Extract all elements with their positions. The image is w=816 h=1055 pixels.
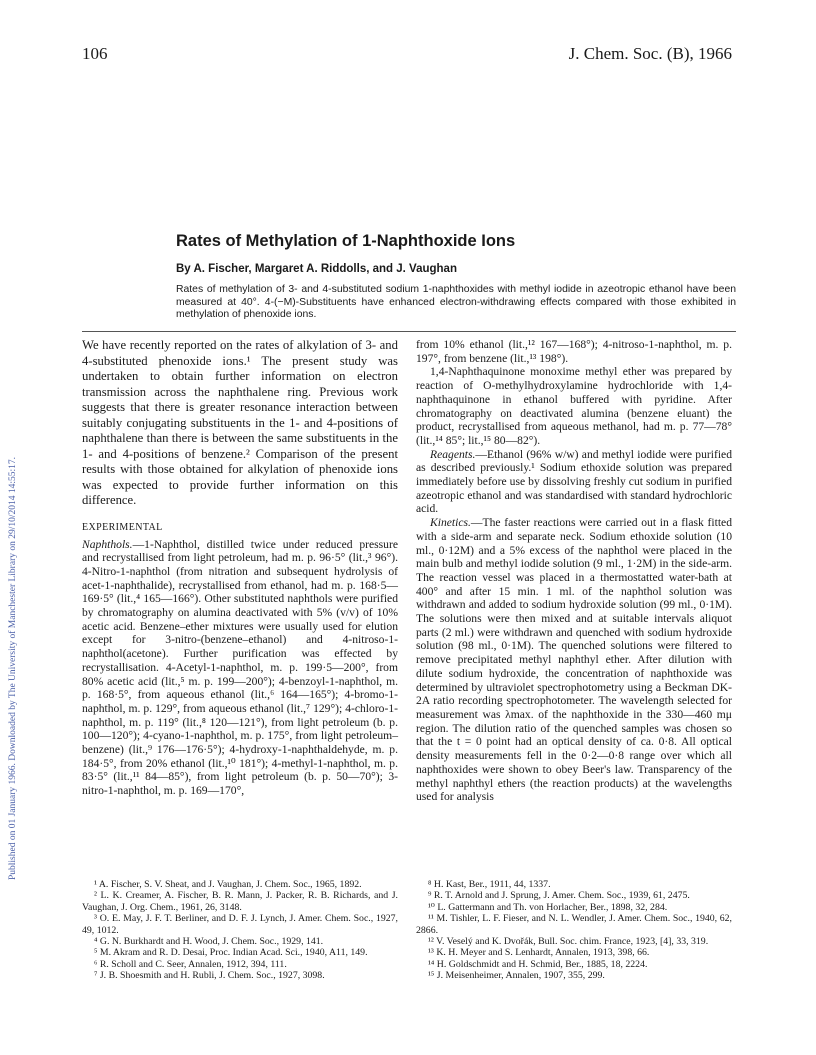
continuation-paragraph: from 10% ethanol (lit.,¹² 167—168°); 4-nitroso-1-naphthol, m. p. 197°, from benzene (lit.,¹³ 198°). xyxy=(416,338,732,365)
footnote: ⁷ J. B. Shoesmith and H. Rubli, J. Chem. Soc., 1927, 3098. xyxy=(94,970,325,982)
reagents-run-head: Reagents. xyxy=(430,447,476,461)
footnote: ¹ A. Fischer, S. V. Sheat, and J. Vaughan, J. Chem. Soc., 1965, 1892. xyxy=(94,879,362,890)
footnote: ¹⁰ L. Gattermann and Th. von Horlacher, Ber., 1898, 32, 284. xyxy=(428,901,668,913)
kinetics-text: —The faster reactions were carried out in a flask fitted with a side-arm and separate neck. Sodium ethoxide solution (10 ml., 0·12M) and a 5% excess of the naphthol were placed in the main bulb and methyl iodide solution (9 ml., 1·2M) in the side-arm. The reaction vessel was placed in a thermostatted water-bath at 400° and after 15 min. 1 ml. of the naphthol solution was withdrawn and added to sodium hydroxide solution (99 ml., 0·1M). The solutions were then mixed and at suitable intervals aliquot parts (2 ml.) were withdrawn and quenched with sodium hydroxide solution (98 ml., 0·1M). The quenched solutions were filtered to remove precipitated methyl naphthyl ether. After dilution with dilute sodium hydroxide, the concentration of naphthoxide was determined by ultraviolet spectrophotometry using a Beckman DK-2A ratio recording spectrophotometer. The wavelength selected for measurement was λmax. of the naphthoxide in the 330—460 mμ region. The dilution ratio of the quenched samples was chosen so that the t = 0 point had an optical density of ca. 0·8. All optical density measurements fell in the 0·2—0·8 range over which all naphthoxides were shown to obey Beer's law. Transparency of the methyl naphthyl ethers (the reaction products) at the wavelengths used for analysis xyxy=(416,516,732,804)
download-watermark xyxy=(0,60,18,920)
footnote: ¹² V. Veselý and K. Dvořák, Bull. Soc. chim. France, 1923, [4], 33, 319. xyxy=(428,936,709,948)
kinetics-paragraph xyxy=(416,516,732,804)
article-authors: By A. Fischer, Margaret A. Riddolls, and J. Vaughan xyxy=(176,263,457,275)
article-title: Rates of Methylation of 1-Naphthoxide Ions xyxy=(176,232,516,250)
footnote: ² L. K. Creamer, A. Fischer, B. R. Mann, J. Packer, R. B. Richards, and J. Vaughan, J. Org. Chem., 1961, 26, 3148. xyxy=(82,890,398,913)
download-watermark-text: Published on 01 January 1966. Downloaded by The University of Manchester Library on 29/10/2014 14:55:17. xyxy=(8,456,18,880)
footnote: ⁸ H. Kast, Ber., 1911, 44, 1337. xyxy=(428,879,551,890)
journal-citation: J. Chem. Soc. (B), 1966 xyxy=(568,44,732,63)
abstract-divider xyxy=(82,331,736,332)
intro-paragraph: We have recently reported on the rates of alkylation of 3- and 4-substituted phenoxide ions.¹ The present study was undertaken to obtain further information on electron transmission across the naphthalene ring. Previous work suggests that there is greater resonance interaction between suitably conjugating substituents in the 1- and 4-positions of naphthalene than there is between the same substituents in the 1- and 4-positions of benzene.² Comparison of the present results with those obtained for alkylation of phenoxide ions was expected to provide further information on this difference. xyxy=(82,338,398,507)
body-column-right xyxy=(416,338,732,804)
kinetics-run-head: Kinetics. xyxy=(430,516,471,530)
footnote: ¹⁵ J. Meisenheimer, Annalen, 1907, 355, 299. xyxy=(428,970,605,982)
naphthols-run-head: Naphthols. xyxy=(82,537,133,551)
footnote: ⁶ R. Scholl and C. Seer, Annalen, 1912, 394, 111. xyxy=(94,958,287,970)
footnote: ⁴ G. N. Burkhardt and H. Wood, J. Chem. Soc., 1929, 141. xyxy=(94,936,324,948)
footnotes-right xyxy=(416,879,732,982)
body-column-left xyxy=(82,338,398,798)
page-number: 106 xyxy=(82,44,108,63)
footnote: ¹⁴ H. Goldschmidt and H. Schmid, Ber., 1885, 18, 2224. xyxy=(428,958,648,970)
naphthols-paragraph xyxy=(82,538,398,798)
reagents-paragraph xyxy=(416,448,732,517)
naphthols-text: —1-Naphthol, distilled twice under reduced pressure and recrystallised from light petroleum, had m. p. 96·5° (lit.,³ 96°). 4-Nitro-1-naphthol (from nitration and subsequent hydrolysis of acet-1-naphthalide), recrystallised from ethanol, had m. p. 168·5—169·5° (lit.,⁴ 165—166°). Other substituted naphthols were purified by chromatography on alumina deactivated with 5% (v/v) of 10% acetic acid. Benzene–ether mixtures were usually used for elution except for 3-nitro-(benzene–ethanol) and 4-nitroso-1-naphthol(acetone). Further purification was effected by recrystallisation. 4-Acetyl-1-naphthol, m. p. 199·5—200°, from 80% acetic acid (lit.,⁵ m. p. 199—200°); 4-benzoyl-1-naphthol, m. p. 168·5°, from aqueous ethanol (lit.,⁶ 164—165°); 4-bromo-1-naphthol, m. p. 129°, from aqueous ethanol (lit.,⁷ 129°); 4-chloro-1-naphthol, m. p. 119° (lit.,⁸ 120—121°), from light petroleum (b. p. 100—120°); 4-cyano-1-naphthol, m. p. 175°, from light petroleum–benzene) (lit.,⁹ 176—176·5°); 4-hydroxy-1-naphthaldehyde, m. p. 184·5°, from 20% ethanol (lit.,¹⁰ 181°); 4-methyl-1-naphthol, m. p. 83·5° (lit.,¹¹ 84—85°), from light petroleum (b. p. 50—70°); 3-nitro-1-naphthol, m. p. 169—170°, xyxy=(82,537,398,798)
footnote: ¹¹ M. Tishler, L. F. Fieser, and N. L. Wendler, J. Amer. Chem. Soc., 1940, 62, 2866. xyxy=(416,913,732,936)
footnote: ⁵ M. Akram and R. D. Desai, Proc. Indian Acad. Sci., 1940, A11, 149. xyxy=(94,947,368,959)
footnote: ³ O. E. May, J. F. T. Berliner, and D. F. J. Lynch, J. Amer. Chem. Soc., 1927, 49, 1012. xyxy=(82,913,398,936)
footnote: ¹³ K. H. Meyer and S. Lenhardt, Annalen, 1913, 398, 66. xyxy=(428,947,650,959)
reagents-text: —Ethanol (96% w/w) and methyl iodide were purified as described previously.¹ Sodium ethoxide solution was prepared immediately before use by dissolving freshly cut sodium in purified azeotropic ethanol and was standardised with standard hydrochloric acid. xyxy=(416,447,732,516)
article-abstract: Rates of methylation of 3- and 4-substituted sodium 1-naphthoxides with methyl iodide in azeotropic ethanol have been measured at 40°. 4-(−M)-Substituents have enhanced electron-withdrawing effects compared with those exhibited in methylation of phenoxide ions. xyxy=(176,284,736,321)
quinone-paragraph: 1,4-Naphthaquinone monoxime methyl ether was prepared by reaction of O-methylhydroxylamine hydrochloride with 1,4-naphthaquinone in ethanol buffered with pyridine. After chromatography on deactivated alumina (benzene eluant) the product, recrystallised from aqueous methanol, had m. p. 77—78° (lit.,¹⁴ 85°; lit.,¹⁵ 80—82°). xyxy=(416,365,732,447)
footnote: ⁹ R. T. Arnold and J. Sprung, J. Amer. Chem. Soc., 1939, 61, 2475. xyxy=(428,890,690,902)
section-heading-experimental: EXPERIMENTAL xyxy=(82,521,163,533)
footnotes-left xyxy=(82,879,398,982)
